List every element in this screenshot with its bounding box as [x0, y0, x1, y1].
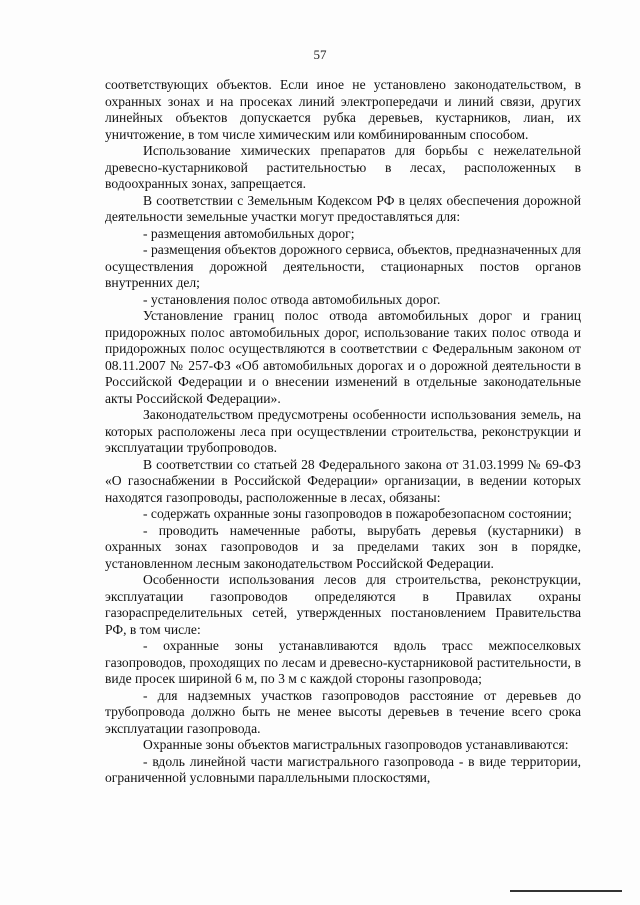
- list-item: - для надземных участков газопроводов расстояние от деревьев до трубопровода должно быть не менее высоты деревьев в течение всего срока эксплуатации газопровода.: [105, 687, 581, 736]
- list-item: - установления полос отвода автомобильных дорог.: [143, 291, 441, 307]
- paragraph: В соответствии со статьей 28 Федерального закона от 31.03.1999 № 69-ФЗ «О газоснабжении в Российской Федерации» организации, в ведении которых находятся газопроводы, расположенные в лесах, обязаны:: [105, 456, 581, 505]
- list-item: - охранные зоны устанавливаются вдоль трасс межпоселковых газопроводов, проходящих по лесам и древесно-кустарниковой растительности, в виде просек шириной 6 м, по 3 м с каждой стороны газопровода;: [105, 638, 581, 686]
- paragraph: Установление границ полос отвода автомобильных дорог и границ придорожных полос автомобильных дорог, использование таких полос отвода и придорожных полос осуществляются в соответствии с Федеральным законом от 08.11.2007 № 257-ФЗ «Об автомобильных дорогах и о дорожной деятельности в Российской Федерации и о внесении изменений в отдельные законодательные акты Российской Федерации».: [105, 308, 581, 406]
- list-item: - размещения автомобильных дорог;: [143, 225, 355, 241]
- paragraph: Особенности использования лесов для строительства, реконструкции, эксплуатации газопроводов определяются в Правилах охраны газораспределительных сетей, утвержденных постановлением Правительства РФ, в том числе:: [105, 572, 581, 637]
- paragraph: соответствующих объектов. Если иное не установлено законодательством, в охранных зонах и на просеках линий электропередачи и линий связи, других линейных объектов допускается рубка деревьев, кустарников, лиан, их уничтожение, в том числе химическим или комбинированным способом.: [105, 77, 581, 142]
- list-item: - проводить намеченные работы, вырубать деревья (кустарники) в охранных зонах газопроводов и за пределами таких зон в порядке, установленном лесным законодательством Российской Федерации.: [105, 522, 581, 571]
- paragraph: Охранные зоны объектов магистральных газопроводов устанавливаются:: [143, 737, 569, 752]
- list-item: - вдоль линейной части магистрального газопровода - в виде территории, ограниченной условными параллельными плоскостями,: [105, 753, 581, 785]
- paragraph: Использование химических препаратов для борьбы с нежелательной древесно-кустарниковой растительностью в лесах, расположенных в водоохранных зонах, запрещается.: [105, 143, 581, 191]
- list-item: - размещения объектов дорожного сервиса, объектов, предназначенных для осуществления дорожной деятельности, стационарных постов органов внутренних дел;: [105, 242, 581, 290]
- paragraph: Законодательством предусмотрены особенности использования земель, на которых расположены леса при осуществлении строительства, реконструкции и эксплуатации трубопроводов.: [105, 407, 581, 455]
- list-item: - содержать охранные зоны газопроводов в пожаробезопасном состоянии;: [143, 506, 572, 521]
- page-number: 57: [313, 47, 327, 62]
- paragraph: В соответствии с Земельным Кодексом РФ в целях обеспечения дорожной деятельности земельные участки могут предоставляться для:: [105, 192, 581, 224]
- footer-rule: [510, 890, 622, 892]
- document-body: [105, 77, 581, 787]
